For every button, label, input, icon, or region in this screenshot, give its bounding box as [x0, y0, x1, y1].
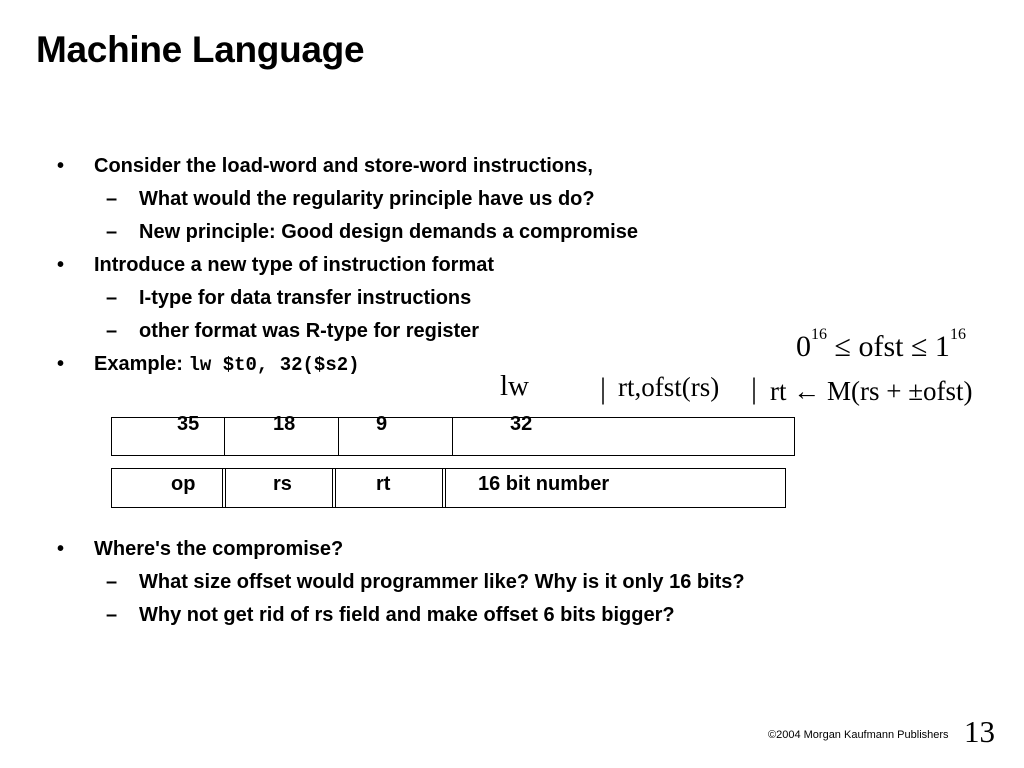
- dash-mark: –: [106, 287, 118, 309]
- value-op: 35: [177, 413, 200, 435]
- separator-bar-2: |: [751, 372, 758, 405]
- instruction-values-row: [111, 417, 795, 456]
- subbullet-offset-size: [106, 571, 745, 594]
- dash-mark: –: [106, 320, 118, 342]
- operand-syntax: rt,ofst(rs): [618, 372, 720, 402]
- range-exponent-2: 16: [949, 326, 966, 343]
- bullet-introduce: [57, 254, 495, 277]
- field-divider: [338, 418, 339, 455]
- bullet-mark: •: [57, 254, 65, 276]
- bullet-mark: •: [57, 538, 65, 560]
- bullet-text: Consider the load-word and store-word instructions,: [94, 155, 593, 177]
- subbullet-text: Why not get rid of rs field and make offset 6 bits bigger?: [139, 604, 675, 626]
- field-rt: rt: [376, 473, 391, 495]
- range-middle: ≤ ofst ≤ 1: [827, 330, 950, 363]
- subbullet-text: I-type for data transfer instructions: [139, 287, 472, 309]
- subbullet-itype: [106, 287, 472, 310]
- subbullet-text: other format was R-type for register: [139, 320, 480, 342]
- bullet-example: [57, 353, 360, 376]
- bullet-text: Introduce a new type of instruction format: [94, 254, 495, 276]
- subbullet-new-principle: [106, 221, 638, 244]
- field-divider: [332, 469, 336, 507]
- footer-credit: ©2004 Morgan Kaufmann Publishers: [768, 729, 949, 741]
- value-rs: 18: [273, 413, 296, 435]
- range-exponent-1: 16: [811, 326, 827, 343]
- dash-mark: –: [106, 188, 118, 210]
- subbullet-text: What would the regularity principle have us do?: [139, 188, 595, 210]
- bullet-consider: [57, 155, 593, 178]
- instruction-format-row: [111, 468, 786, 508]
- lw-mnemonic: lw: [500, 370, 529, 402]
- field-immediate: 16 bit number: [478, 473, 610, 495]
- field-divider: [224, 418, 225, 455]
- field-rs: rs: [273, 473, 292, 495]
- dash-mark: –: [106, 221, 118, 243]
- range-base: 0: [796, 330, 811, 363]
- value-immediate: 32: [510, 413, 533, 435]
- bullet-mark: •: [57, 353, 65, 375]
- bullet-text: Where's the compromise?: [94, 538, 344, 560]
- bullet-mark: •: [57, 155, 65, 177]
- dash-mark: –: [106, 604, 118, 626]
- subbullet-text: New principle: Good design demands a compromise: [139, 221, 638, 243]
- semantics-formula: rt ← M(rs + ±ofst): [770, 376, 973, 406]
- dash-mark: –: [106, 571, 118, 593]
- subbullet-rtype: [106, 320, 480, 343]
- example-code: lw $t0, 32($s2): [188, 354, 360, 376]
- field-divider: [442, 469, 446, 507]
- subbullet-rs-field: [106, 604, 675, 627]
- value-rt: 9: [376, 413, 388, 435]
- subbullet-text: What size offset would programmer like? Why is it only 16 bits?: [139, 571, 745, 593]
- field-op: op: [171, 473, 196, 495]
- page-number: 13: [964, 714, 995, 749]
- slide-title: Machine Language: [36, 29, 365, 70]
- offset-range-formula: [796, 326, 966, 364]
- field-divider: [222, 469, 226, 507]
- separator-bar-1: |: [600, 372, 607, 405]
- bullet-compromise: [57, 538, 344, 561]
- subbullet-regularity: [106, 188, 595, 211]
- example-label: Example:: [94, 353, 183, 375]
- field-divider: [452, 418, 453, 455]
